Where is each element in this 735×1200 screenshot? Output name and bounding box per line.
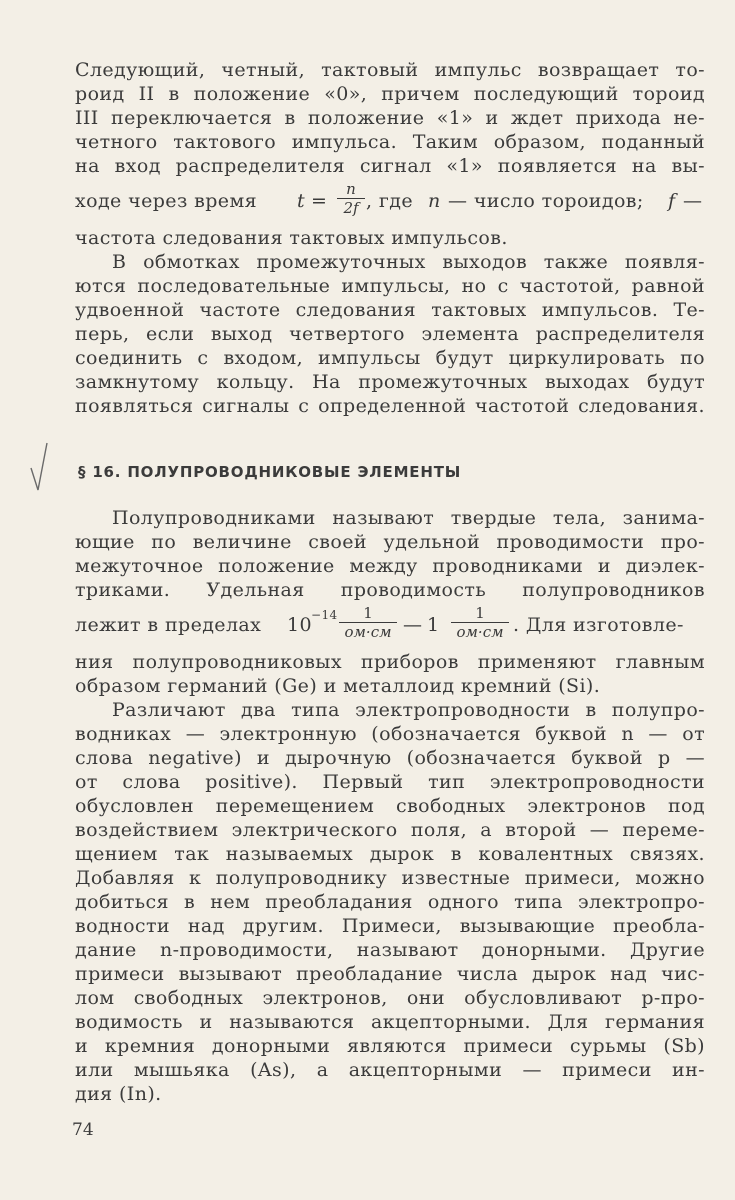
formula-var-f: f — [668, 190, 676, 212]
formula-text: , где — [366, 190, 413, 212]
text-line: дия (In). — [75, 1083, 162, 1105]
formula-line-conductivity — [75, 602, 705, 650]
text-line: примеси вызывают преобладание числа дырок над чис- — [75, 963, 705, 985]
text-line: соединить с входом, импульсы будут циркулировать по — [75, 347, 705, 369]
text-line: перь, если выход четвертого элемента распределителя — [75, 323, 705, 345]
text-line: водности над другим. Примеси, вызывающие преобла- — [75, 915, 705, 937]
formula-text: — число тороидов; — [448, 190, 644, 212]
formula-exponent: −14 — [311, 608, 338, 622]
formula-text: ходе через время — [75, 190, 258, 212]
text-line: частота следования тактовых импульсов. — [75, 227, 508, 249]
text-line: III переключается в положение «1» и ждет прихода не- — [75, 107, 705, 129]
text-line: триками. Удельная проводимость полупроводников — [75, 579, 705, 601]
fraction-denominator: ом·см — [339, 622, 397, 641]
page-top-text — [75, 58, 705, 418]
formula-fraction — [337, 180, 365, 217]
fraction-denominator: 2f — [337, 198, 365, 217]
formula-fraction — [339, 604, 397, 641]
text-line: Полупроводниками называют твердые тела, занима- — [112, 507, 705, 529]
text-line: Различают два типа электропроводности в полупро- — [112, 699, 705, 721]
text-line: ются последовательные импульсы, но с частотой, равной — [75, 275, 705, 297]
formula-var-n: n — [428, 190, 441, 212]
section-heading: § 16. ПОЛУПРОВОДНИКОВЫЕ ЭЛЕМЕНТЫ — [78, 463, 462, 481]
fraction-denominator: ом·см — [451, 622, 509, 641]
text-line: на вход распределителя сигнал «1» появляется на вы- — [75, 155, 705, 177]
text-line: от слова positive). Первый тип электропроводности — [75, 771, 705, 793]
text-line: удвоенной частоте следования тактовых импульсов. Те- — [75, 299, 705, 321]
formula-dash: — — [403, 614, 423, 636]
text-line: роид II в положение «0», причем последующий тороид — [75, 83, 705, 105]
text-line: воздействием электрического поля, а второй — переме- — [75, 819, 705, 841]
text-line: водниках — электронную (обозначается буквой n — от — [75, 723, 705, 745]
text-line: лом свободных электронов, они обусловливают p-про- — [75, 987, 705, 1009]
text-line: добиться в нем преобладания одного типа электропро- — [75, 891, 705, 913]
text-line: щением так называемых дырок в ковалентных связях. — [75, 843, 705, 865]
formula-text: — — [683, 190, 703, 212]
text-line: водимость и называются акцепторными. Для германия — [75, 1011, 705, 1033]
text-line: слова negative) и дырочную (обозначается буквой p — — [75, 747, 705, 769]
text-line: Следующий, четный, тактовый импульс возвращает то- — [75, 59, 705, 81]
formula-text: лежит в пределах — [75, 614, 262, 636]
formula-base: 10 — [287, 614, 312, 636]
text-line: межуточное положение между проводниками и диэлек- — [75, 555, 705, 577]
text-line: появляться сигналы с определенной частотой следования. — [75, 395, 705, 417]
text-line: В обмотках промежуточных выходов также появля- — [112, 251, 705, 273]
page-number: 74 — [72, 1120, 94, 1140]
formula-text: . Для изготовле- — [513, 614, 684, 636]
fraction-numerator: 1 — [475, 604, 485, 622]
fraction-numerator: 1 — [363, 604, 373, 622]
text-line: четного тактового импульса. Таким образом, поданный — [75, 131, 705, 153]
text-line: ния полупроводниковых приборов применяют главным — [75, 651, 705, 673]
text-line: или мышьяка (As), а акцепторными — примеси ин- — [75, 1059, 705, 1081]
formula-var-t: t — [297, 190, 306, 212]
fraction-numerator: n — [346, 180, 356, 198]
formula-one: 1 — [427, 614, 440, 636]
formula-fraction — [451, 604, 509, 641]
handwritten-checkmark-icon — [28, 440, 50, 495]
text-line: образом германий (Ge) и металлоид кремний (Si). — [75, 675, 601, 697]
formula-eq: = — [311, 190, 328, 212]
text-line: обусловлен перемещением свободных электронов под — [75, 795, 705, 817]
page-section-text — [75, 506, 705, 1106]
text-line: замкнутому кольцу. На промежуточных выходах будут — [75, 371, 705, 393]
text-line: ющие по величине своей удельной проводимости про- — [75, 531, 705, 553]
text-line: дание n-проводимости, называют донорными. Другие — [75, 939, 705, 961]
text-line: Добавляя к полупроводнику известные примеси, можно — [75, 867, 705, 889]
text-line: и кремния донорными являются примеси сурьмы (Sb) — [75, 1035, 705, 1057]
formula-line-time — [75, 178, 705, 226]
